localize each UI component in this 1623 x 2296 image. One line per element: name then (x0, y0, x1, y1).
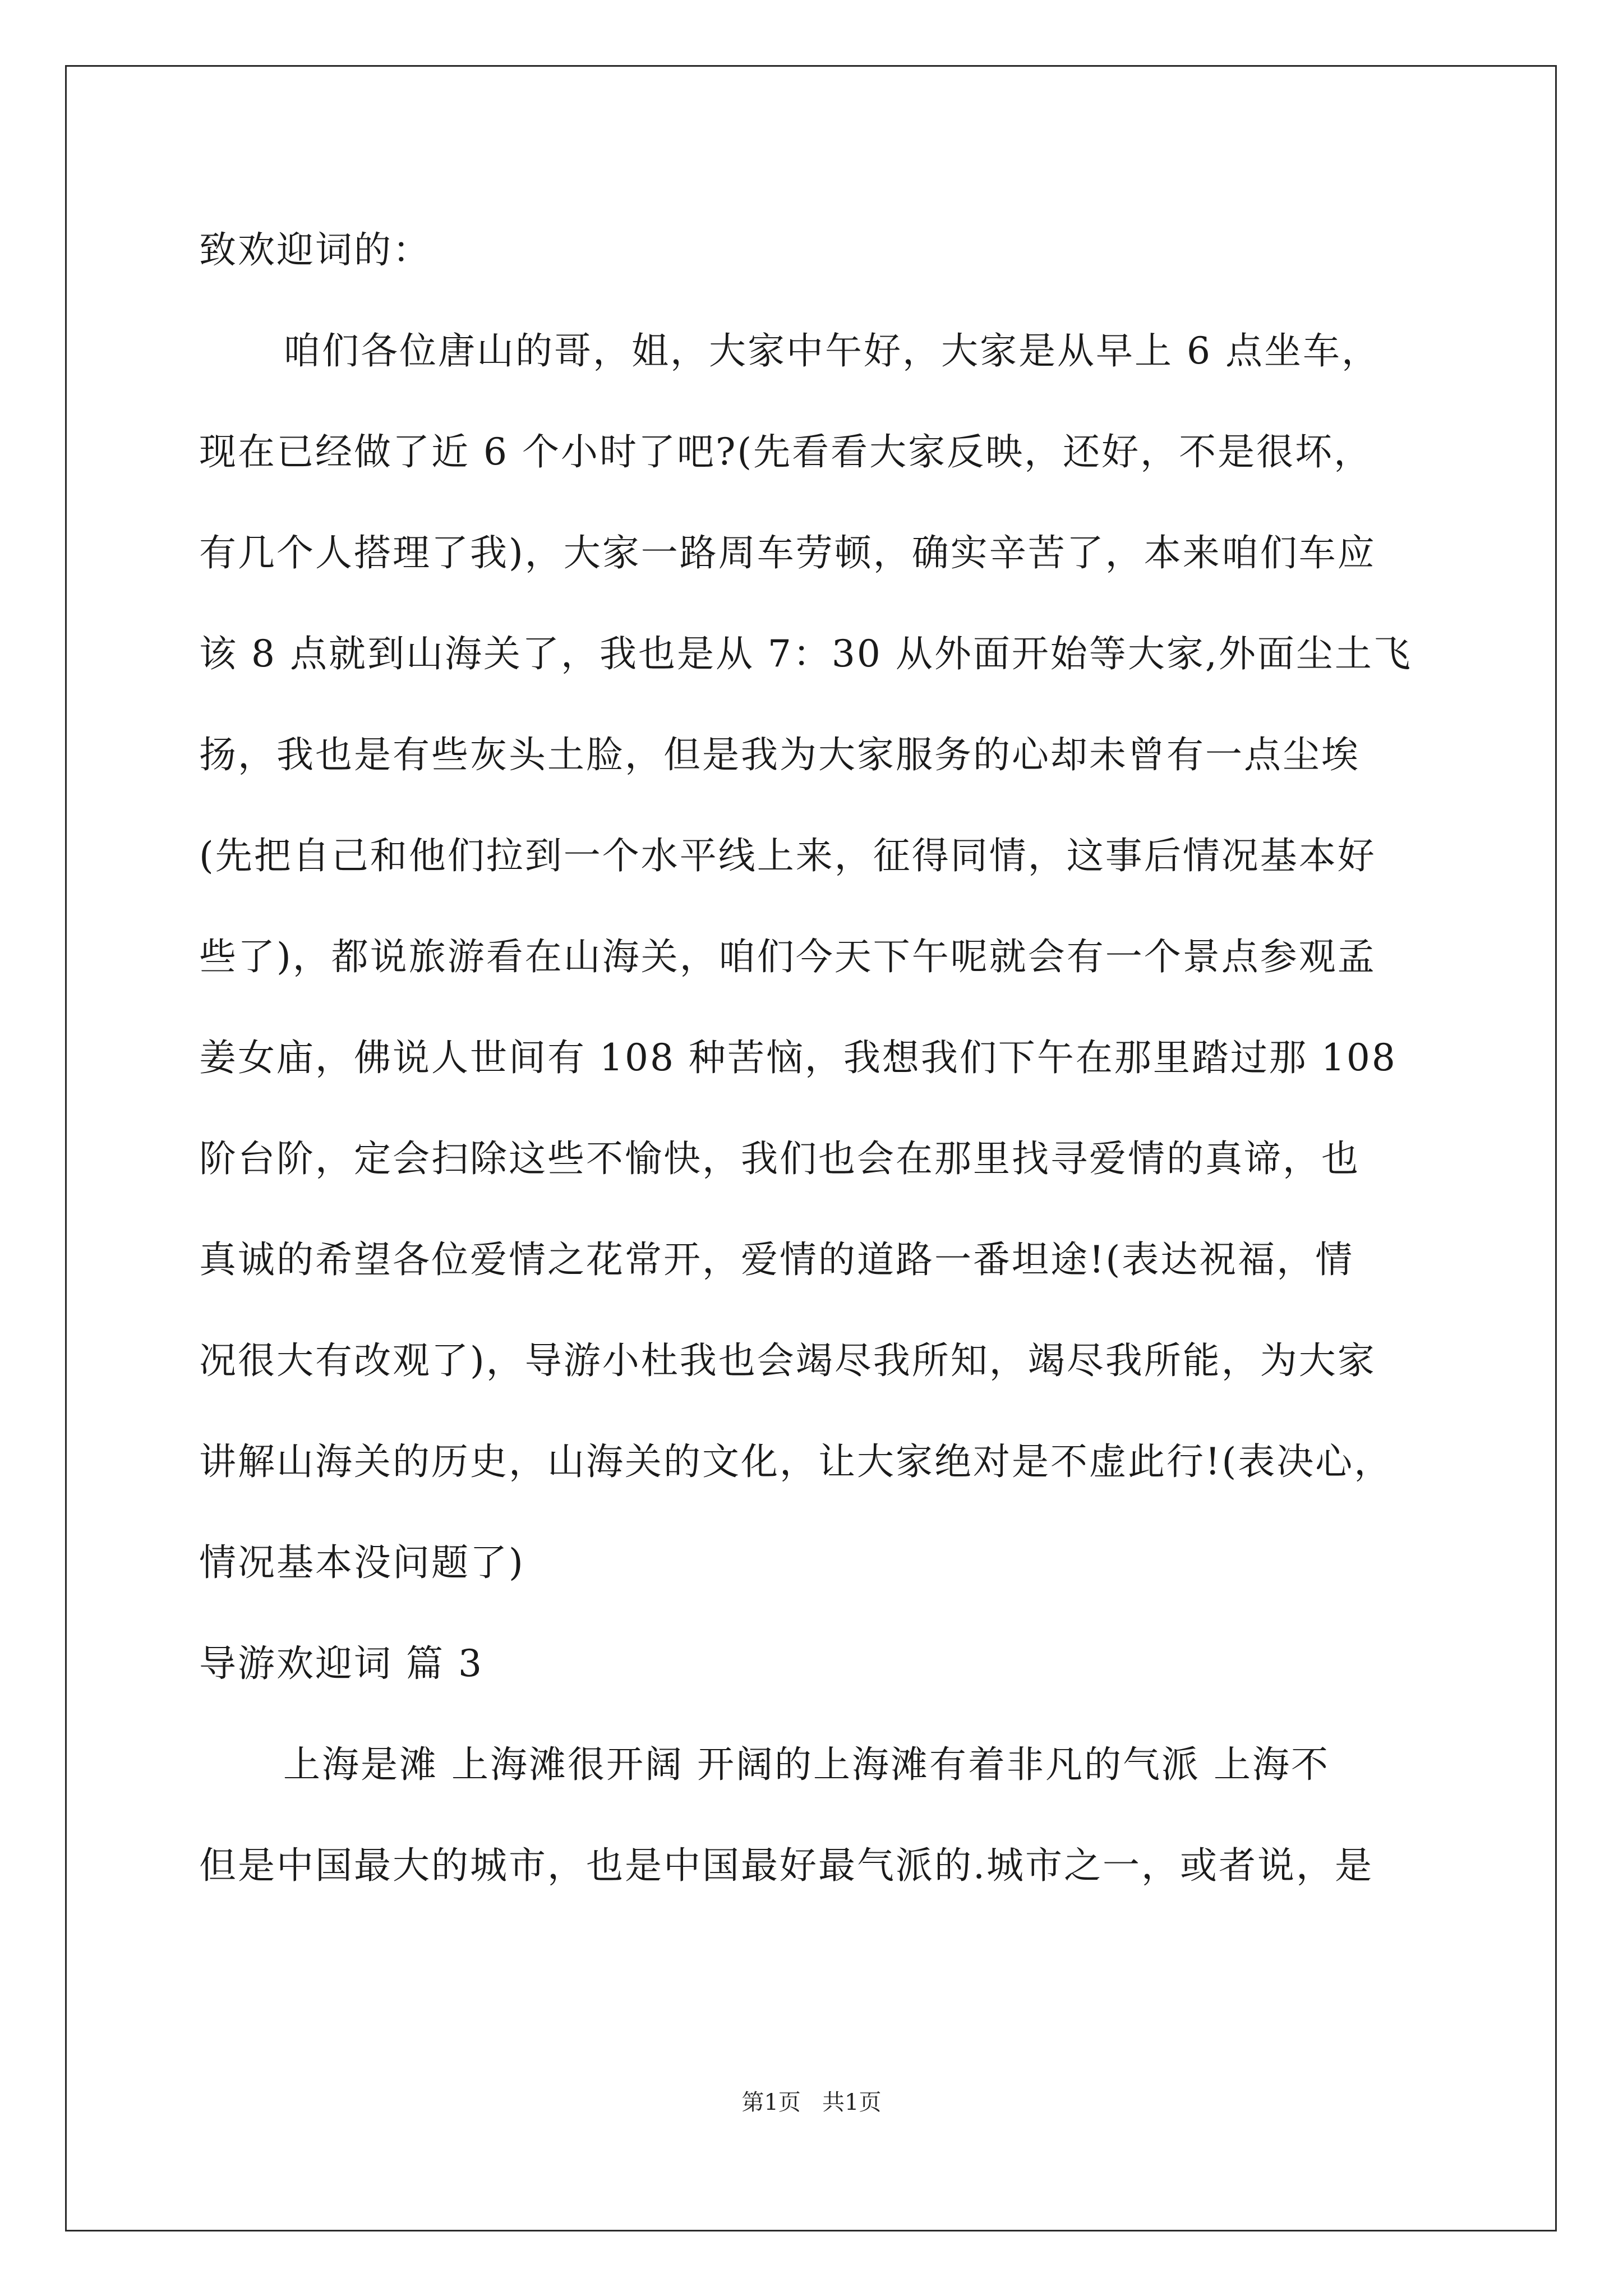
heading-welcome: 致欢迎词的： (199, 228, 431, 272)
paragraph-line: 现在已经做了近 6 个小时了吧?(先看看大家反映，还好，不是很坏， (199, 430, 1373, 473)
page-footer: 第1页 共1页 (741, 2090, 882, 2115)
paragraph-line: (先把自己和他们拉到一个水平线上来，征得同情，这事后情况基本好 (199, 834, 1376, 877)
paragraph-line: 但是中国最大的城市，也是中国最好最气派的.城市之一，或者说，是 (199, 1844, 1373, 1887)
paragraph-line: 咱们各位唐山的哥，姐，大家中午好，大家是从早上 6 点坐车， (283, 329, 1380, 372)
paragraph-line: 阶台阶，定会扫除这些不愉快，我们也会在那里找寻爱情的真谛，也 (199, 1137, 1360, 1180)
paragraph-line: 些了)，都说旅游看在山海关，咱们今天下午呢就会有一个景点参观孟 (199, 935, 1376, 978)
paragraph-line: 有几个人搭理了我)，大家一路周车劳顿，确实辛苦了，本来咱们车应 (199, 531, 1376, 574)
section-heading: 导游欢迎词 篇 3 (199, 1642, 483, 1685)
paragraph-line: 该 8 点就到山海关了，我也是从 7：30 从外面开始等大家,外面尘土飞 (199, 632, 1412, 675)
paragraph-line: 真诚的希望各位爱情之花常开，爱情的道路一番坦途!(表达祝福，情 (199, 1238, 1354, 1281)
paragraph-line: 扬，我也是有些灰头土脸，但是我为大家服务的心却未曾有一点尘埃 (199, 733, 1360, 776)
document-body (199, 217, 1455, 1933)
paragraph-line: 讲解山海关的历史，山海关的文化，让大家绝对是不虚此行!(表决心， (199, 1440, 1393, 1483)
paragraph-line: 姜女庙，佛说人世间有 108 种苦恼，我想我们下午在那里踏过那 108 (199, 1036, 1397, 1079)
paragraph-line: 上海是滩 上海滩很开阔 开阔的上海滩有着非凡的气派 上海不 (283, 1743, 1330, 1786)
paragraph-line: 况很大有改观了)，导游小杜我也会竭尽我所知，竭尽我所能，为大家 (199, 1339, 1376, 1382)
paragraph-line: 情况基本没问题了) (199, 1541, 525, 1584)
